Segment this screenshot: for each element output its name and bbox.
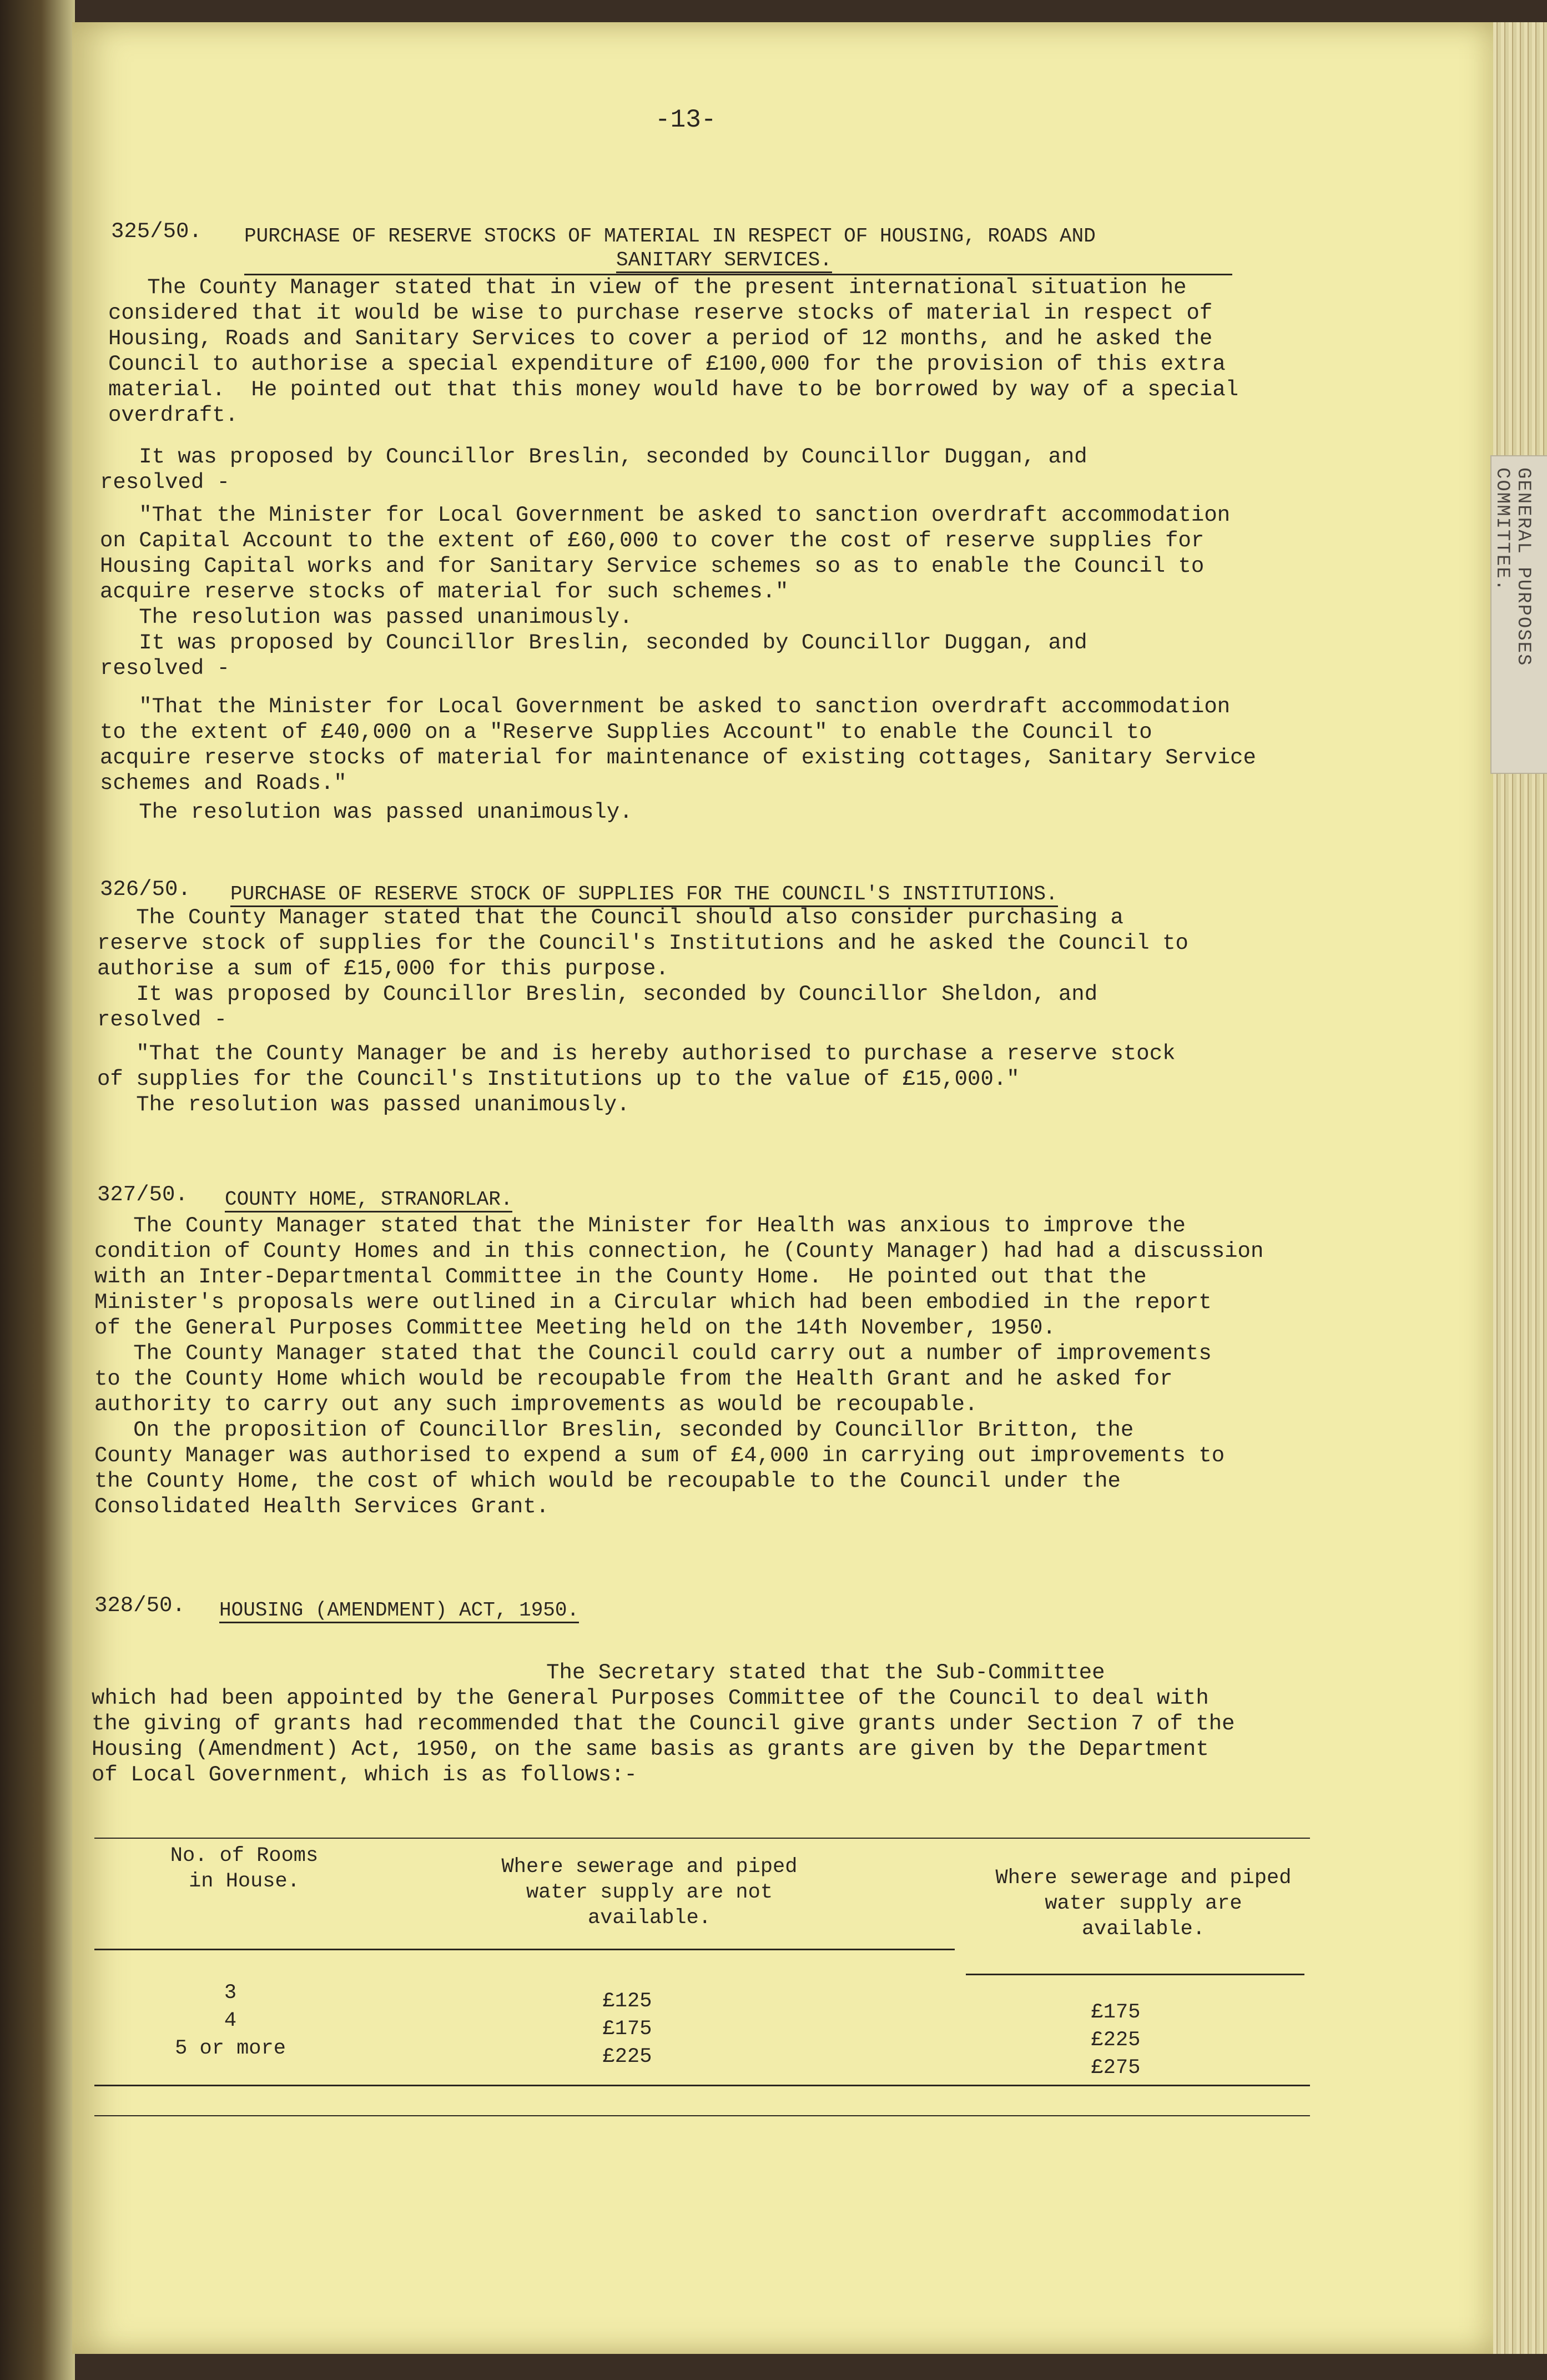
table-header-available: Where sewerage and piped water supply are available. [995, 1866, 1292, 1941]
paragraph: The County Manager stated that in view of the present international situation he considered that it would be wise to purchase reserve stocks of material in respect of Housing, Roads and Sanitary Services to cover a period of 12 months, and he asked the Council to authorise a special expenditure of £100,000 for the provision of this extra material. He pointed out that this money would have to be borrowed by way of a special overdraft. [108, 275, 1239, 427]
section-heading: PURCHASE OF RESERVE STOCK OF SUPPLIES FOR THE COUNCIL'S INSTITUTIONS. [230, 883, 1058, 907]
section-heading-line2: SANITARY SERVICES. [616, 249, 832, 273]
paragraph: "That the County Manager be and is hereby authorised to purchase a reserve stock of supplies for the Council's Institutions up to the value of £15,000." The resolution was passed unanimously. [97, 1041, 1176, 1117]
minute-number: 325/50. [111, 219, 202, 244]
index-tab-label: GENERAL PURPOSES COMMITTEE. [1491, 467, 1534, 667]
table-col-not-available: £125 £175 £225 [602, 1990, 652, 2069]
table-header-rule [94, 1949, 955, 1950]
paragraph: "That the Minister for Local Government be asked to sanction overdraft accommodation on Capital Account to the extent of £60,000 to cover the cost of reserve supplies for Housing Capital works and for Sanitary Service schemes so as to enable the Council to acquire reserve stocks of material for such schemes." The resolution was passed unanimously. It was proposed by Councillor Breslin, seconded by Councillor Duggan, and resolved - [100, 503, 1231, 681]
table-header-not-available: Where sewerage and piped water supply are not available. [501, 1855, 798, 1930]
table-bottom-rule [94, 2085, 1310, 2086]
paragraph: The resolution was passed unanimously. [100, 800, 633, 824]
paragraph: The County Manager stated that the Minister for Health was anxious to improve the condition of County Homes and in this connection, he (County Manager) had had a discussion with an Inter-Departmental Committee in the County Home. He pointed out that the Minister's proposals were outlined in a Circular which had been embodied in the report of the General Purposes Committee Meeting held on the 14th November, 1950. The County Manager stated that the Council could carry out a number of improvements to the County Home which would be recoupable from the Health Grant and he asked for authority to carry out any such improvements as would be recoupable. On the proposition of Councillor Breslin, seconded by Councillor Britton, the County Manager was authorised to expend a sum of £4,000 in carrying out improvements to the County Home, the cost of which would be recoupable to the Council under the Consolidated Health Services Grant. [94, 1214, 1264, 1519]
table-top-rule [94, 1838, 1310, 1839]
table-header-rule [966, 1974, 1304, 1975]
paragraph: It was proposed by Councillor Breslin, seconded by Councillor Duggan, and resolved - [100, 445, 1087, 495]
table-col-rooms: 3 4 5 or more [175, 1981, 286, 2060]
paragraph: The County Manager stated that the Council should also consider purchasing a reserve stock of supplies for the Council's Institutions and he asked the Council to authorise a sum of £15,000 for this purpose. It was proposed by Councillor Breslin, seconded by Councillor Sheldon, and resolved - [97, 905, 1188, 1032]
section-heading: COUNTY HOME, STRANORLAR. [225, 1188, 512, 1212]
page-edges [1493, 22, 1547, 2354]
table-header-rooms: No. of Rooms in House. [170, 1844, 319, 1893]
table-col-available: £175 £225 £275 [1091, 2001, 1141, 2080]
minute-number: 326/50. [100, 877, 191, 902]
table-bottom-rule-2 [94, 2115, 1310, 2116]
minute-number: 327/50. [97, 1183, 188, 1207]
page-number: -13- [655, 105, 717, 134]
section-heading: HOUSING (AMENDMENT) ACT, 1950. [219, 1599, 579, 1623]
paragraph: "That the Minister for Local Government be asked to sanction overdraft accommodation to the extent of £40,000 on a "Reserve Supplies Account" to enable the Council to acquire reserve stocks of material for maintenance of existing cottages, Sanitary Service schemes and Roads." [100, 695, 1256, 796]
book-gutter [0, 0, 75, 2380]
paragraph: The Secretary stated that the Sub-Committee which had been appointed by the General Purposes Committee of the Council to deal with the giving of grants had recommended that the Council give grants under Section 7 of the Housing (Amendment) Act, 1950, on the same basis as grants are given by the Department of Local Government, which is as follows:- [92, 1661, 1235, 1787]
section-heading: PURCHASE OF RESERVE STOCKS OF MATERIAL IN RESPECT OF HOUSING, ROADS AND [244, 225, 1096, 248]
index-tab[interactable] [1490, 455, 1547, 774]
minute-number: 328/50. [94, 1593, 185, 1618]
